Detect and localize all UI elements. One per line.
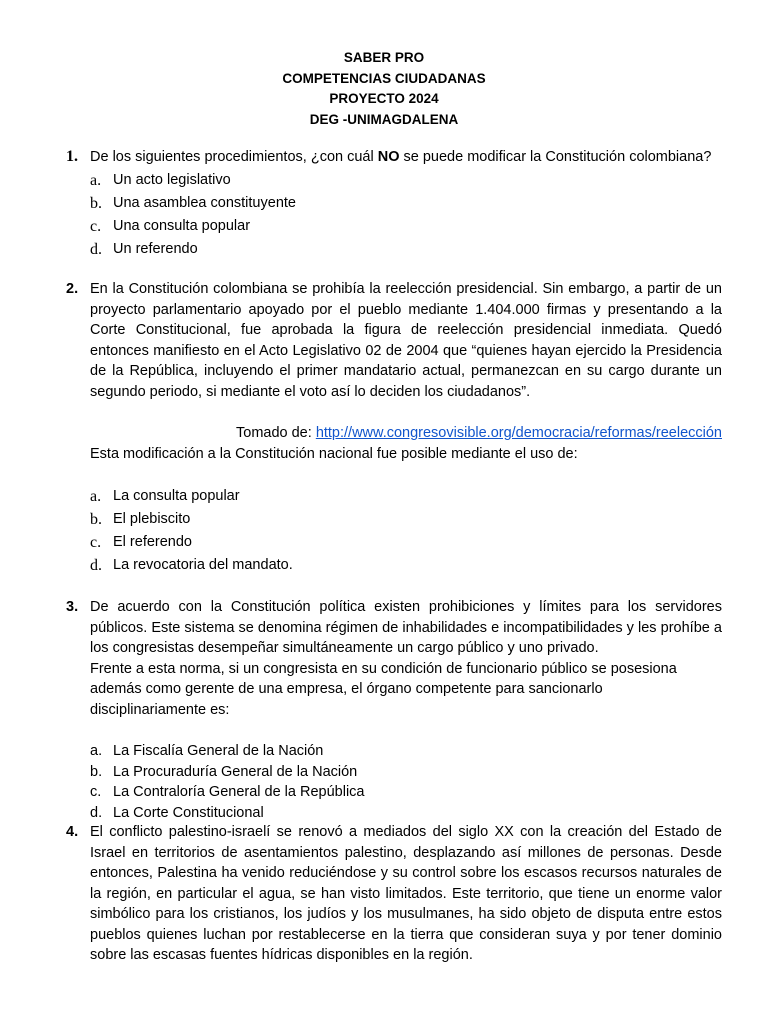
- question-stem: El conflicto palestino-israelí se renovó a mediados del siglo XX con la creación del Estado de Israel en territorios de asentamientos palestino, desplazando así millones de personas. Desde entonces, Palestina ha venido reduciéndose y su control sobre los escasos recursos naturales de la región, en particular el agua, se han visto limitados. Este territorio, que tiene un enorme valor simbólico para los cristianos, los judíos y los musulmanes, ha sido objeto de disputa entre estos pueblos quienes luchan por restablecerse en la tierra que consideran suya y por tener dominio sobre las escasas fuentes hídricas disponibles en la región.: [90, 824, 722, 963]
- option-c[interactable]: c. Una consulta popular: [90, 217, 251, 235]
- option-b[interactable]: b. El plebiscito: [90, 511, 191, 528]
- question-stem: De acuerdo con la Constitución política existen prohibiciones y límites para los servidores públicos. Este sistema se denomina régimen de inhabilidades e incompatibilidades y les prohíbe a los congresistas desempeñar simultáneamente un cargo público y uno privado.: [90, 599, 722, 656]
- options-list: [90, 169, 722, 261]
- question-4: [66, 822, 722, 966]
- emphasis-no: NO: [377, 149, 400, 165]
- option-c[interactable]: c. El referendo: [90, 534, 192, 551]
- header-line-4: DEG -UNIMAGDALENA: [309, 111, 459, 127]
- options-list: [90, 741, 722, 823]
- question-stem: En la Constitución colombiana se prohibía la reelección presidencial. Sin embargo, a partir de un proyecto parlamentario apoyado por el pueblo mediante 1.404.000 firmas y presentando a la Corte Constitucional, fue aprobada la figura de reelección presidencial inmediata. Quedó entonces manifiesto en el Acto Legislativo 02 de 2004 que “quienes hayan ejercido la Presidencia de la República, incluyendo el primer mandatario actual, permanezcan en su cargo durante un segundo periodo, si mediante el voto así lo deciden los ciudadanos”.: [90, 281, 722, 400]
- option-d[interactable]: d. La Corte Constitucional: [90, 804, 264, 821]
- source-citation: Tomado de: http://www.congresovisible.org/democracia/reformas/reelección: [236, 425, 722, 441]
- option-b[interactable]: b. La Procuraduría General de la Nación: [90, 763, 358, 780]
- question-prompt: Esta modificación a la Constitución nacional fue posible mediante el uso de:: [90, 445, 578, 462]
- option-a[interactable]: a. La Fiscalía General de la Nación: [90, 743, 324, 759]
- question-stem: De los siguientes procedimientos, ¿con cuál NO se puede modificar la Constitución colombiana?: [90, 149, 712, 165]
- options-list: [90, 485, 722, 577]
- question-2: [66, 279, 722, 577]
- document-header: [0, 48, 768, 130]
- question-1: [66, 147, 722, 261]
- source-link[interactable]: http://www.congresovisible.org/democracia/reformas/reelección: [315, 425, 722, 441]
- question-number: 2.: [66, 281, 79, 297]
- option-a[interactable]: a. Un acto legislativo: [90, 171, 231, 189]
- option-a[interactable]: a. La consulta popular: [90, 488, 240, 505]
- question-number: 3.: [66, 599, 79, 615]
- option-d[interactable]: d. Un referendo: [90, 240, 198, 258]
- question-number: 4.: [66, 824, 79, 840]
- option-d[interactable]: d. La revocatoria del mandato.: [90, 557, 293, 574]
- question-3: [66, 597, 722, 823]
- option-b[interactable]: b. Una asamblea constituyente: [90, 194, 296, 212]
- header-line-2: COMPETENCIAS CIUDADANAS: [282, 70, 486, 86]
- question-prompt: Frente a esta norma, si un congresista en su condición de funcionario público se posesiona además como gerente de una empresa, el órgano competente para sancionarlo disciplinariamente es:: [90, 660, 677, 718]
- option-c[interactable]: c. La Contraloría General de la República: [90, 784, 365, 800]
- header-line-3: PROYECTO 2024: [329, 91, 439, 106]
- question-number: 1.: [66, 148, 78, 165]
- header-line-1: SABER PRO: [343, 50, 425, 65]
